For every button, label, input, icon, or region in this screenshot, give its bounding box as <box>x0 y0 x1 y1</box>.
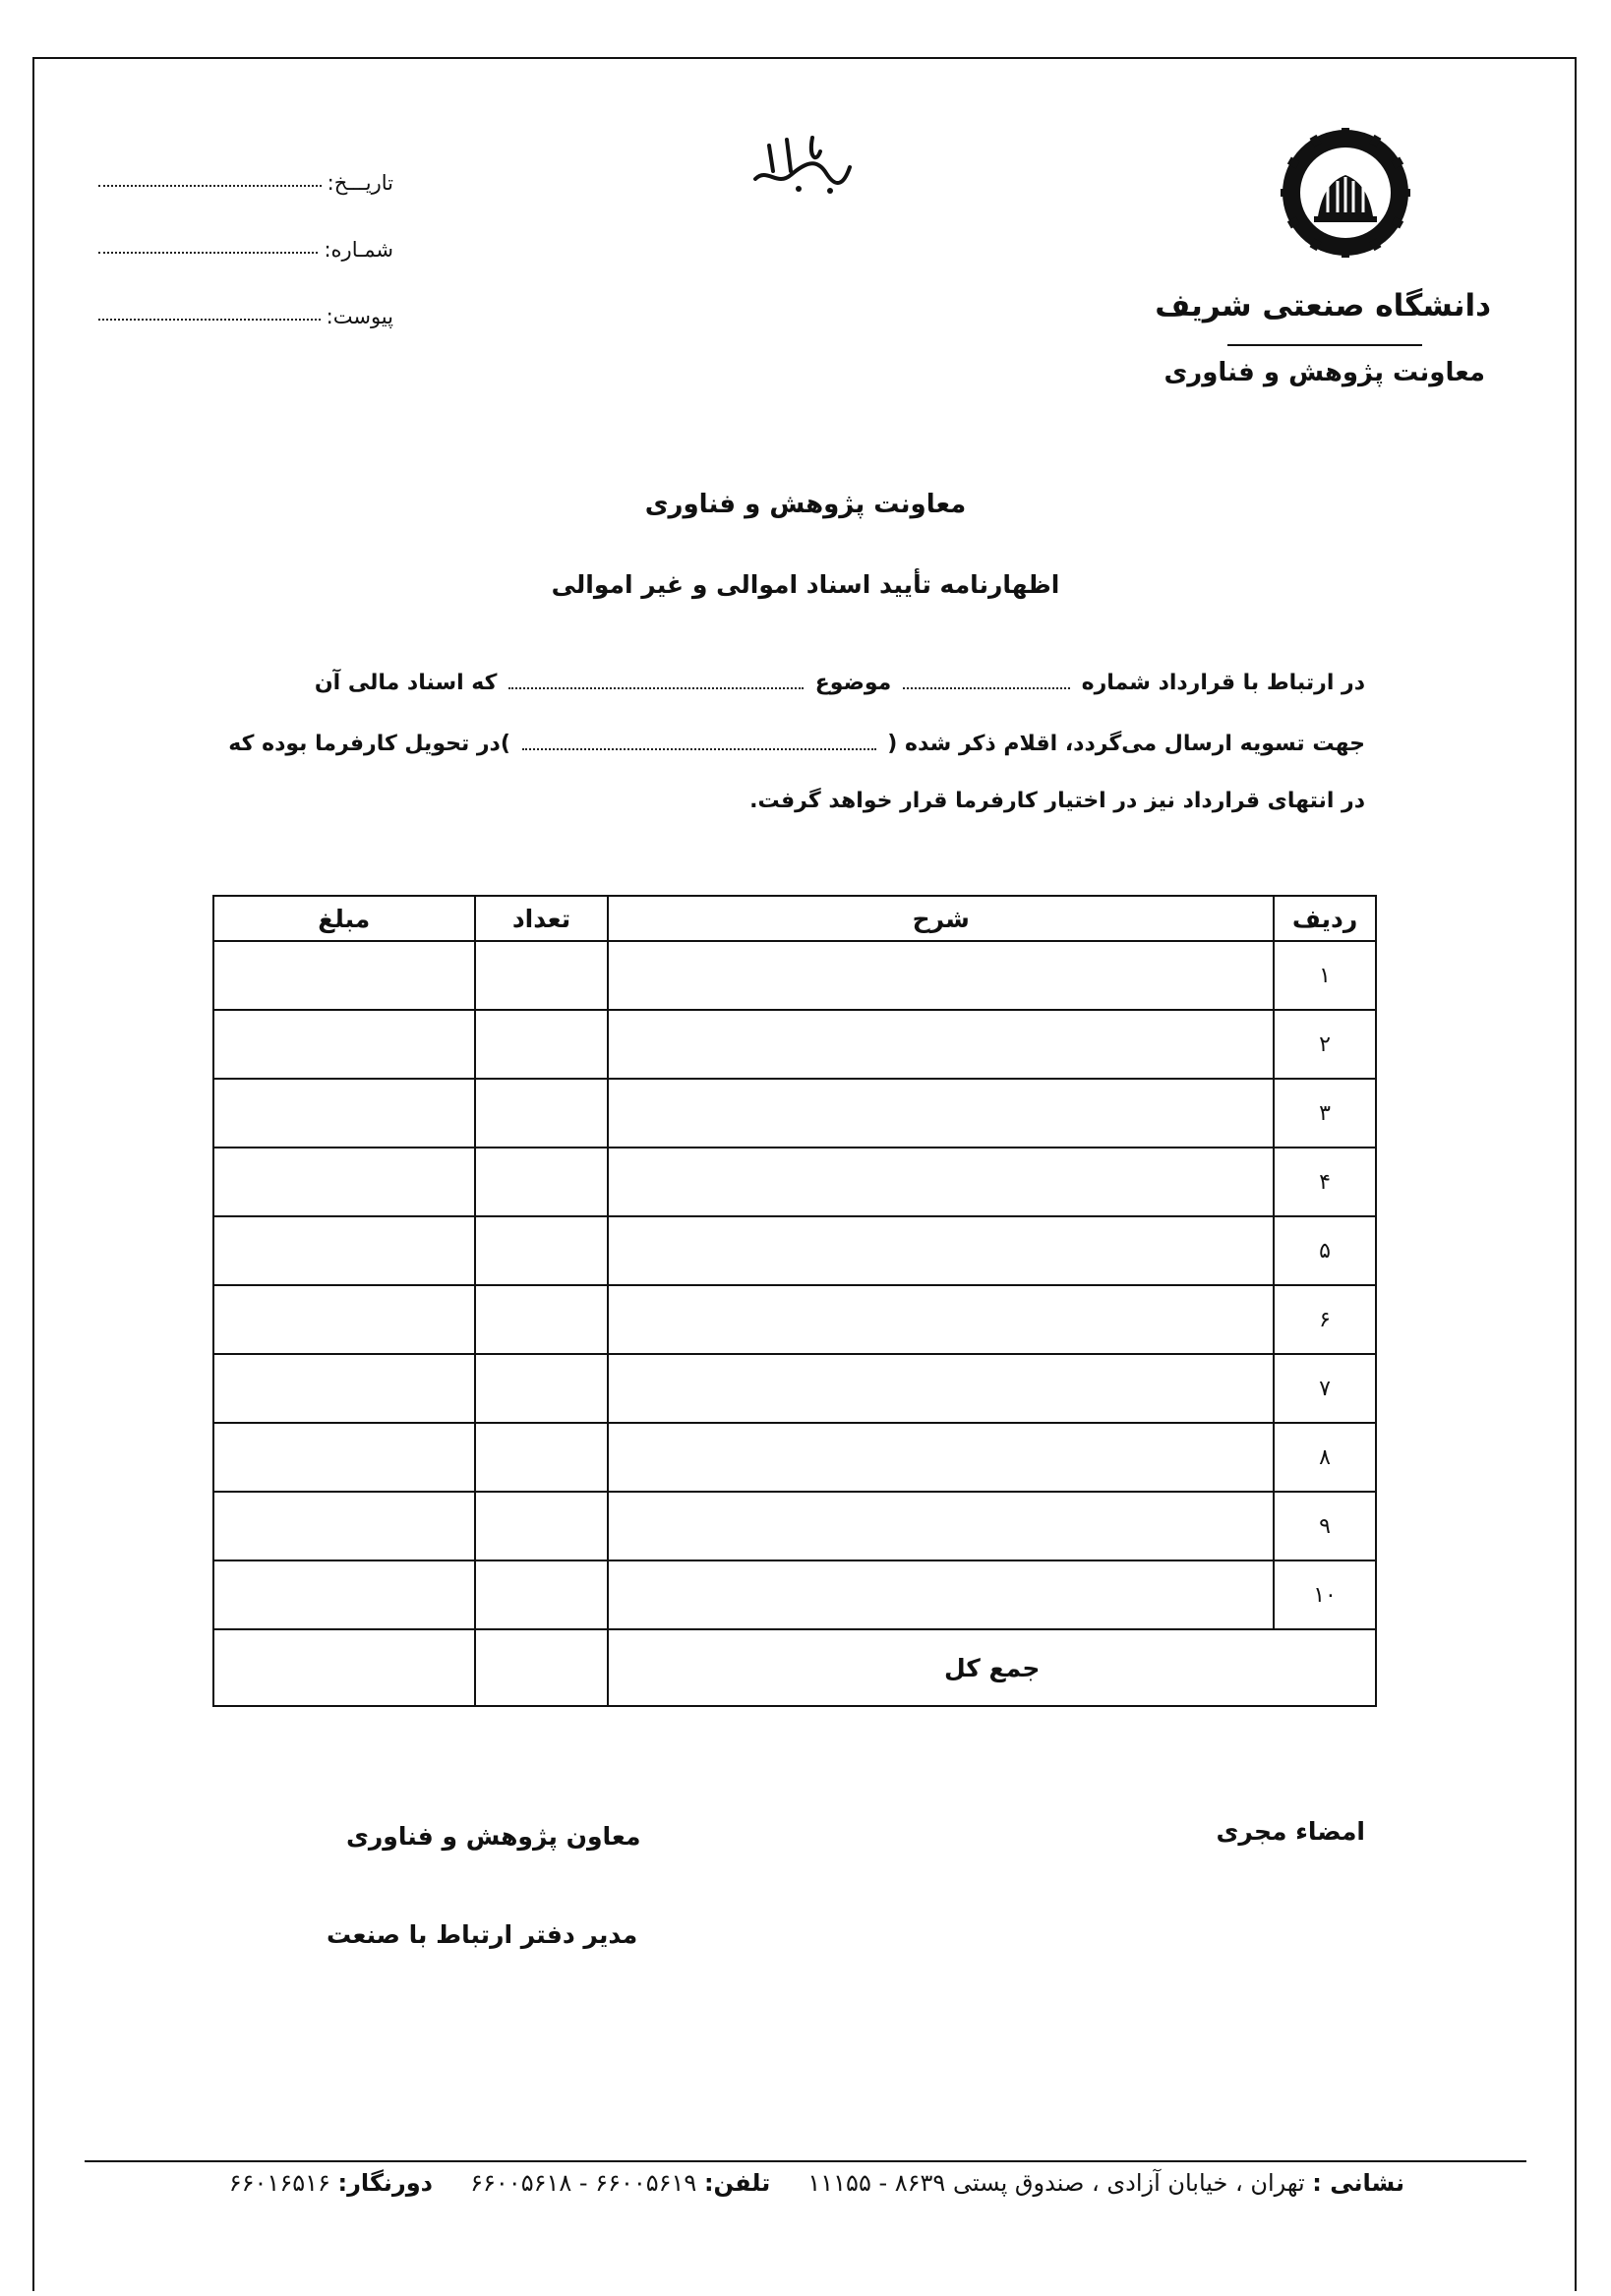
paragraph-delivery-text: )در تحویل کارفرما بوده که <box>228 732 510 756</box>
contract-number-blank[interactable] <box>903 674 1070 689</box>
paragraph-line-1 <box>315 671 1365 695</box>
manager-signature-label: مدیر دفتر ارتباط با صنعت <box>327 1920 638 1949</box>
count-cell[interactable] <box>475 941 609 1010</box>
date-field[interactable] <box>98 155 393 195</box>
university-name-divider <box>1227 344 1422 346</box>
description-cell[interactable] <box>608 1010 1274 1079</box>
address-text: تهران ، خیابان آزادی ، صندوق پستی ۸۶۳۹ - ۱۱۱۵۵ <box>807 2169 1305 2197</box>
count-cell[interactable] <box>475 1560 609 1629</box>
total-label: جمع کل <box>608 1629 1376 1706</box>
row-number: ۲ <box>1274 1010 1376 1079</box>
amount-cell[interactable] <box>213 941 475 1010</box>
row-number: ۳ <box>1274 1079 1376 1148</box>
subject-blank[interactable] <box>508 674 804 689</box>
date-dots <box>98 185 322 187</box>
amount-cell[interactable] <box>213 1423 475 1492</box>
row-number: ۱ <box>1274 941 1376 1010</box>
description-cell[interactable] <box>608 1216 1274 1285</box>
table-row <box>213 1010 1376 1079</box>
row-number: ۷ <box>1274 1354 1376 1423</box>
university-department: معاونت پژوهش و فناوری <box>1164 358 1485 387</box>
table-row <box>213 1148 1376 1216</box>
amount-cell[interactable] <box>213 1079 475 1148</box>
number-dots <box>98 252 318 254</box>
attachment-field[interactable] <box>98 289 393 328</box>
count-cell[interactable] <box>475 1079 609 1148</box>
address-label: نشانی : <box>1312 2169 1404 2197</box>
row-number: ۴ <box>1274 1148 1376 1216</box>
header-count: تعداد <box>475 896 609 941</box>
amount-cell[interactable] <box>213 1492 475 1560</box>
table-total-row <box>213 1629 1376 1706</box>
description-cell[interactable] <box>608 1354 1274 1423</box>
paragraph-line-2 <box>228 732 1365 756</box>
university-name: دانشگاه صنعتی شریف <box>1155 288 1491 324</box>
description-cell[interactable] <box>608 1560 1274 1629</box>
description-cell[interactable] <box>608 1079 1274 1148</box>
amount-cell[interactable] <box>213 1285 475 1354</box>
table-row <box>213 1492 1376 1560</box>
count-cell[interactable] <box>475 1492 609 1560</box>
count-cell[interactable] <box>475 1423 609 1492</box>
row-number: ۱۰ <box>1274 1560 1376 1629</box>
row-number: ۸ <box>1274 1423 1376 1492</box>
table-row <box>213 1079 1376 1148</box>
fax-text: ۶۶۰۱۶۵۱۶ <box>228 2169 330 2197</box>
paragraph-financial-text: که اسناد مالی آن <box>314 671 498 695</box>
phone-text: ۶۶۰۰۵۶۱۹ - ۶۶۰۰۵۶۱۸ <box>470 2169 697 2197</box>
form-title: اظهارنامه تأیید اسناد اموالی و غیر اموالی <box>551 570 1060 599</box>
number-label: شمـاره: <box>324 238 393 262</box>
items-blank[interactable] <box>522 735 876 750</box>
row-number: ۹ <box>1274 1492 1376 1560</box>
amount-cell[interactable] <box>213 1354 475 1423</box>
count-cell[interactable] <box>475 1216 609 1285</box>
table-header-row <box>213 896 1376 941</box>
header-description: شرح <box>608 896 1274 941</box>
footer-contact <box>229 2169 1404 2197</box>
count-cell[interactable] <box>475 1354 609 1423</box>
deputy-signature-label: معاون پژوهش و فناوری <box>346 1822 641 1851</box>
table-row <box>213 1216 1376 1285</box>
phone-label: تلفن: <box>703 2169 771 2197</box>
description-cell[interactable] <box>608 1423 1274 1492</box>
total-amount-cell[interactable] <box>213 1629 475 1706</box>
paragraph-subject-text: موضوع <box>814 671 892 695</box>
header-row-number: ردیف <box>1274 896 1376 941</box>
date-label: تاریـــخ: <box>327 171 393 195</box>
bismillah-calligraphy <box>747 128 856 206</box>
table-row <box>213 941 1376 1010</box>
row-number: ۶ <box>1274 1285 1376 1354</box>
paragraph-line-3: در انتهای قرارداد نیز در اختیار کارفرما قرار خواهد گرفت. <box>749 789 1365 813</box>
count-cell[interactable] <box>475 1010 609 1079</box>
items-table <box>212 895 1377 1707</box>
amount-cell[interactable] <box>213 1560 475 1629</box>
office-title: معاونت پژوهش و فناوری <box>644 490 967 519</box>
count-cell[interactable] <box>475 1285 609 1354</box>
amount-cell[interactable] <box>213 1148 475 1216</box>
table-row <box>213 1354 1376 1423</box>
footer-divider <box>85 2160 1526 2162</box>
table-row <box>213 1560 1376 1629</box>
executor-signature-label: امضاء مجری <box>1216 1817 1365 1846</box>
attachment-dots <box>98 319 321 321</box>
number-field[interactable] <box>98 222 393 262</box>
count-cell[interactable] <box>475 1148 609 1216</box>
total-count-cell[interactable] <box>475 1629 609 1706</box>
description-cell[interactable] <box>608 1492 1274 1560</box>
amount-cell[interactable] <box>213 1216 475 1285</box>
table-row <box>213 1285 1376 1354</box>
description-cell[interactable] <box>608 1285 1274 1354</box>
fax-label: دورنگار: <box>337 2169 433 2197</box>
paragraph-settlement-text: جهت تسویه ارسال می‌گردد، اقلام ذکر شده ( <box>887 732 1365 756</box>
paragraph-contract-text: در ارتباط با قرارداد شماره <box>1081 671 1365 695</box>
university-logo <box>1279 126 1412 260</box>
description-cell[interactable] <box>608 1148 1274 1216</box>
description-cell[interactable] <box>608 941 1274 1010</box>
table-row <box>213 1423 1376 1492</box>
attachment-label: پیوست: <box>326 305 393 328</box>
amount-cell[interactable] <box>213 1010 475 1079</box>
header-amount: مبلغ <box>213 896 475 941</box>
row-number: ۵ <box>1274 1216 1376 1285</box>
